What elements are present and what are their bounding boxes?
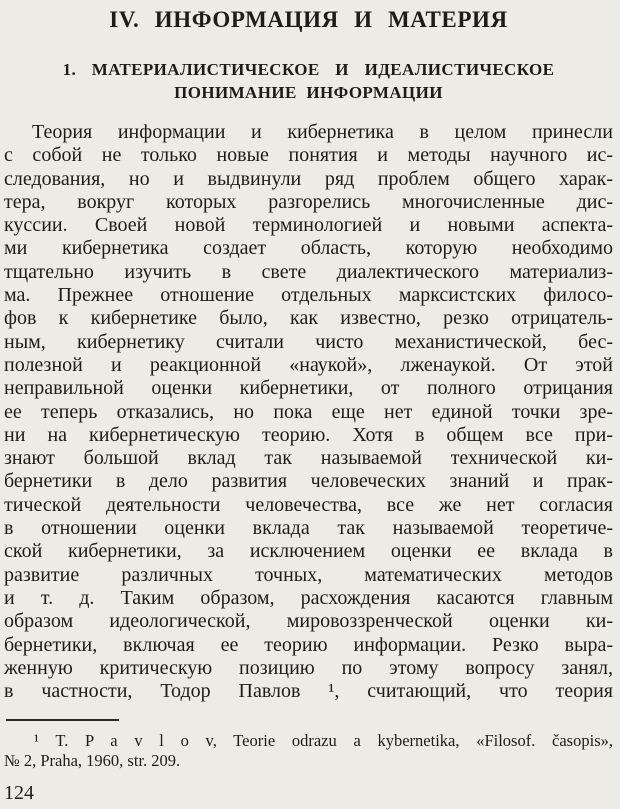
paragraph-line: тщательно изучить в свете диалектического материализ- [4, 260, 613, 283]
section-heading [4, 58, 613, 104]
paragraph-line: женную критическую позицию по этому вопросу занял, [4, 656, 613, 679]
paragraph-line: бернетики, включая ее теорию информации. Резко выра- [4, 633, 613, 656]
paragraph-line: бернетики в дело развития человеческих знаний и прак- [4, 470, 613, 493]
paragraph-line: следования, но и выдвинули ряд проблем общего харак- [4, 167, 613, 190]
paragraph-line: ма. Прежнее отношение отдельных марксистских филосо- [4, 284, 613, 307]
body-paragraph [4, 121, 613, 703]
paragraph-line: ным, кибернетику считали чисто механистической, бес- [4, 330, 613, 353]
paragraph-line: с собой не только новые понятия и методы научного ис- [4, 144, 613, 167]
paragraph-line: образом идеологической, мировоззренческой оценки ки- [4, 610, 613, 633]
paragraph-line: ее теперь отказались, но пока еще нет единой точки зре- [4, 400, 613, 423]
section-heading-line1: 1. МАТЕРИАЛИСТИЧЕСКОЕ И ИДЕАЛИСТИЧЕСКОЕ [62, 60, 555, 79]
paragraph-line: тической деятельности человечества, все же нет согласия [4, 493, 613, 516]
paragraph-line: и т. д. Таким образом, расхождения касаются главным [4, 586, 613, 609]
paragraph-line: знают большой вклад так называемой технической ки- [4, 447, 613, 470]
paragraph-line: неправильной оценки кибернетики, от полного отрицания [4, 377, 613, 400]
chapter-heading: IV. ИНФОРМАЦИЯ И МАТЕРИЯ [109, 7, 508, 32]
paragraph-line: развитие различных точных, математических методов [4, 563, 613, 586]
paragraph-line: фов к кибернетике было, как известно, резко отрицатель- [4, 307, 613, 330]
paragraph-line: куссии. Своей новой терминологией и новыми аспекта- [4, 214, 613, 237]
paragraph-line: полезной и реакционной «наукой», лженаукой. От этой [4, 353, 613, 376]
paragraph-line: в частности, Тодор Павлов ¹, считающий, что теория [4, 680, 613, 703]
paragraph-line: Теория информации и кибернетика в целом принесли [32, 121, 613, 143]
paragraph-line: ской кибернетики, за исключением оценки ее вклада в [4, 540, 613, 563]
paragraph-line: тера, вокруг которых разгорелись многочисленные дис- [4, 190, 613, 213]
section-heading-line2: ПОНИМАНИЕ ИНФОРМАЦИИ [174, 83, 443, 102]
footnote-line1: ¹ T. P a v l o v, Teorie odrazu a kybernetika, «Filosof. časopis», [34, 731, 613, 751]
footnote-separator [6, 719, 119, 721]
paragraph-line: в отношении оценки вклада так называемой теоретиче- [4, 517, 613, 540]
footnote [4, 731, 613, 770]
page-number: 124 [4, 782, 34, 805]
paragraph-line: ми кибернетика создает область, которую необходимо [4, 237, 613, 260]
paragraph-line: ни на кибернетическую теорию. Хотя в общем все при- [4, 423, 613, 446]
footnote-line2: № 2, Praha, 1960, str. 209. [4, 750, 181, 770]
